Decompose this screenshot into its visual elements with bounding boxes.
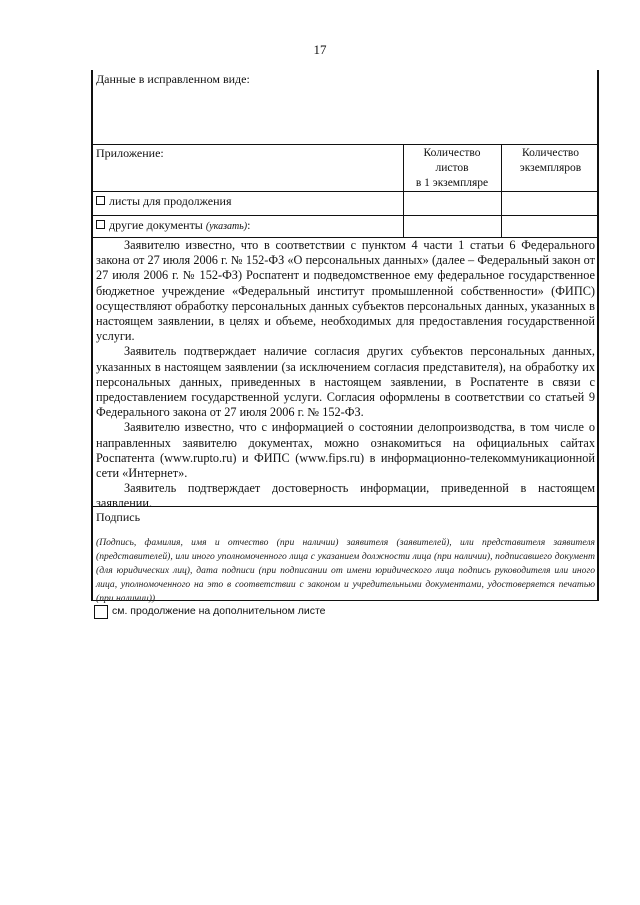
- signature-label: Подпись: [96, 510, 141, 524]
- column-header-copies: Количество экземпляров: [519, 147, 582, 174]
- signature-note: (Подпись, фамилия, имя и отчество (при наличии) заявителя (заявителей), или представителя заявителя (представителей), или иного уполномоченного лица с указанием должности лица (при наличии), подписавшего документ (для юридических лиц), дата подписи (при подписании от имени юридического лица подпись руководителя или иного лица, уполномоченного на это в соответствии с законом и учредительными документами, удостоверяется печатью (при наличии)): [96, 537, 595, 604]
- corrected-data-label: Данные в исправленном виде:: [96, 72, 250, 86]
- divider-row1: [91, 191, 599, 192]
- attachment-label: Приложение:: [96, 146, 164, 160]
- paragraph-consent: Заявитель подтверждает наличие согласия других субъектов персональных данных, указанных в настоящем заявлении (за исключением согласия представителя), на обработку их персональных данных, приведенных в настоящем заявлении, в Роспатенте в связи с предоставлением государственной услуги. Согласия оформлены в соответствии со статьей 9 Федерального закона от 27 июля 2006 г. № 152-ФЗ.: [96, 344, 595, 420]
- divider-attachment: [91, 144, 599, 145]
- continuation-label: см. продолжение на дополнительном листе: [112, 605, 326, 617]
- paragraph-status-info: Заявителю известно, что с информацией о состоянии делопроизводства, в том числе о направленных заявителю документах, можно ознакомиться на официальных сайтах Роспатента (www.rupto.ru) и ФИПС (www.fips.ru) в информационно-телекоммуникационной сети «Интернет».: [96, 420, 595, 481]
- attachment-row-continuation-sheets: листы для продолжения: [96, 194, 232, 209]
- consent-text: [96, 238, 595, 512]
- paragraph-accuracy: Заявитель подтверждает достоверность информации, приведенной в настоящем заявлении.: [96, 481, 595, 511]
- checkbox-continuation-sheets[interactable]: [96, 196, 105, 205]
- attachment-row-other-documents: другие документы (указать):: [96, 218, 250, 234]
- paragraph-personal-data: Заявителю известно, что в соответствии с пунктом 4 части 1 статьи 6 Федерального закона от 27 июля 2006 г. № 152-ФЗ «О персональных данных» (далее – Федеральный закон от 27 июля 2006 г. № 152-ФЗ) Роспатент и подведомственное ему федеральное государственное бюджетное учреждение «Федеральный институт промышленной собственности» (ФИПС) осуществляют обработку персональных данных субъектов персональных данных, указанных в настоящем заявлении, в целях и объеме, необходимых для предоставления государственной услуги.: [96, 238, 595, 344]
- continuation-checkbox[interactable]: [94, 605, 108, 619]
- checkbox-other-documents[interactable]: [96, 220, 105, 229]
- divider-row2: [91, 215, 599, 216]
- column-header-sheets: Количество листов в 1 экземпляре: [415, 147, 489, 189]
- page-number: 17: [313, 42, 327, 57]
